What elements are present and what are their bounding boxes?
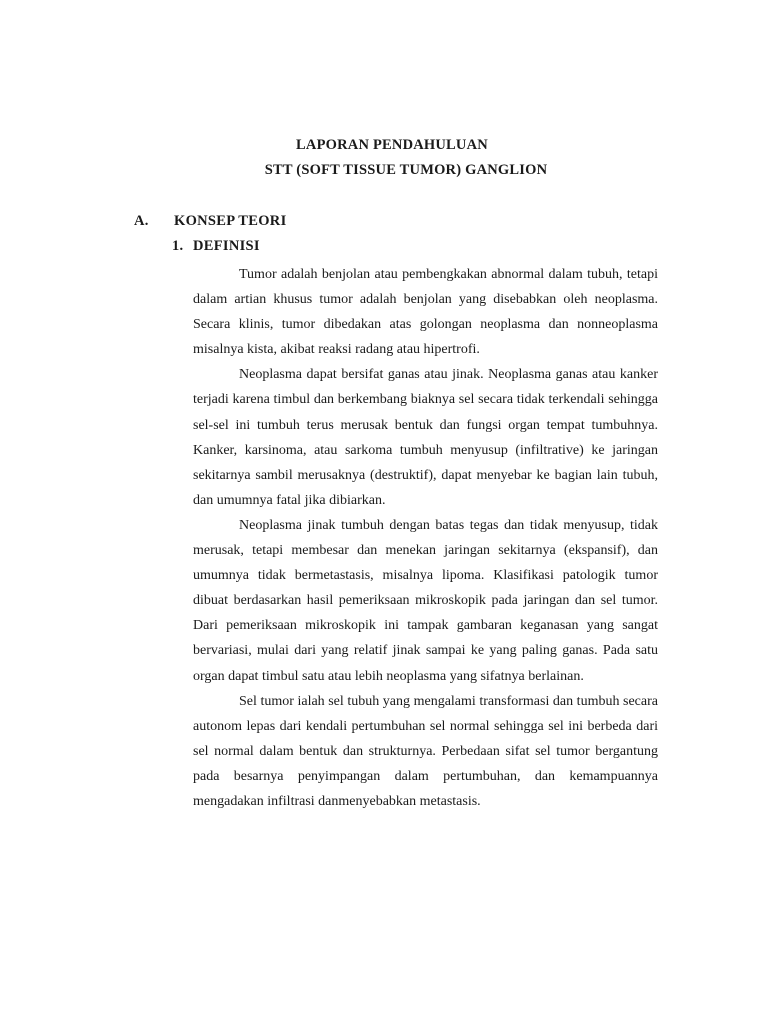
subsection-heading-1 — [172, 238, 260, 255]
subsection-marker: 1. — [172, 238, 184, 254]
paragraph-3: Neoplasma jinak tumbuh dengan batas tegas dan tidak menyusup, tidak merusak, tetapi membesar dan menekan jaringan sekitarnya (ekspansif), dan umumnya tidak bermetastasis, misalnya lipoma. Klasifikasi patologik tumor dibuat berdasarkan hasil pemeriksaan mikroskopik pada jaringan dan sel tumor. Dari pemeriksaan mikroskopik ini tampak gambaran keganasan yang sangat bervariasi, mulai dari yang relatif jinak sampai ke yang paling ganas. Pada satu organ dapat timbul satu atau lebih neoplasma yang sifatnya berlainan. — [193, 517, 658, 684]
paragraph-4: Sel tumor ialah sel tubuh yang mengalami transformasi dan tumbuh secara autonom lepas dari kendali pertumbuhan sel normal sehingga sel ini berbeda dari sel normal dalam bentuk dan strukturnya. Perbedaan sifat sel tumor bergantung pada besarnya penyimpangan dalam pertumbuhan, dan kemampuannya mengadakan infiltrasi danmenyebabkan metastasis. — [193, 693, 658, 809]
document-subtitle: STT (SOFT TISSUE TUMOR) GANGLION — [264, 162, 548, 178]
subsection-heading-text: DEFINISI — [193, 238, 260, 254]
paragraph-1: Tumor adalah benjolan atau pembengkakan abnormal dalam tubuh, tetapi dalam artian khusus tumor adalah benjolan yang disebabkan oleh neoplasma. Secara klinis, tumor dibedakan atas golongan neoplasma dan nonneoplasma misalnya kista, akibat reaksi radang atau hipertrofi. — [193, 267, 658, 358]
section-marker: A. — [134, 213, 149, 229]
section-heading-text: KONSEP TEORI — [174, 213, 287, 229]
section-heading-a — [134, 213, 287, 230]
definition-body — [193, 262, 658, 814]
document-title: LAPORAN PENDAHULUAN — [296, 137, 488, 153]
paragraph-2: Neoplasma dapat bersifat ganas atau jinak. Neoplasma ganas atau kanker terjadi karena timbul dan berkembang biaknya sel secara tidak terkendali sehingga sel-sel ini tumbuh terus merusak bentuk dan fungsi organ tempat tumbuhnya. Kanker, karsinoma, atau sarkoma tumbuh menyusup (infiltrative) ke jaringan sekitarnya sambil merusaknya (destruktif), dapat menyebar ke bagian lain tubuh, dan umumnya fatal jika dibiarkan. — [193, 367, 658, 508]
